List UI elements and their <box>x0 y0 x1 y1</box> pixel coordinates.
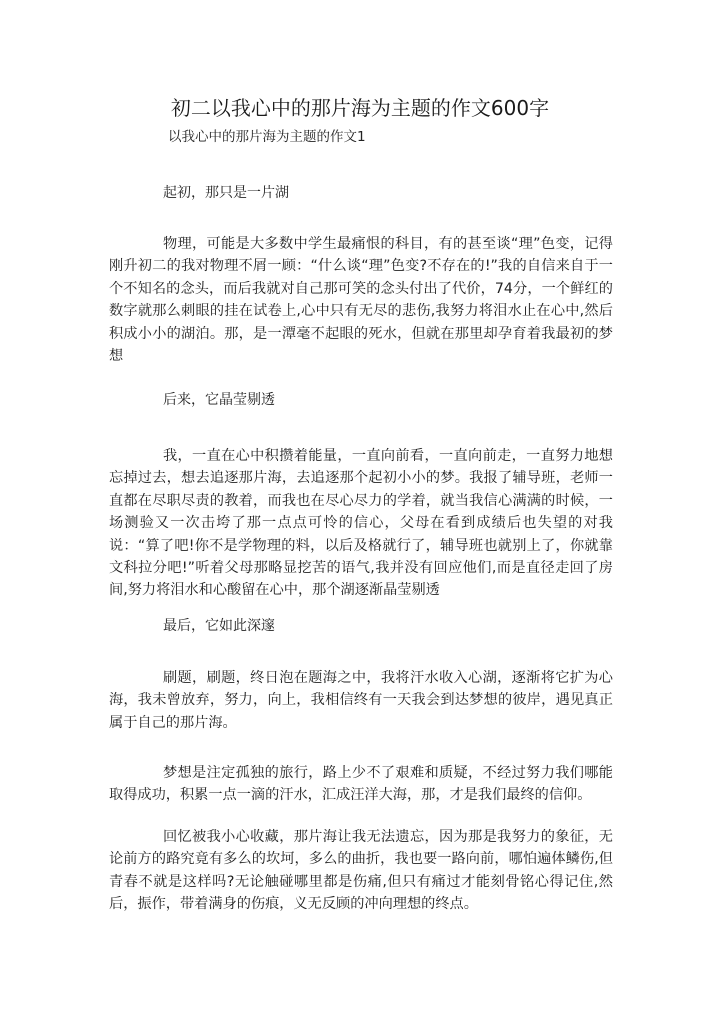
section-heading: 后来，它晶莹剔透 <box>163 392 275 408</box>
section-heading: 起初，那只是一片湖 <box>163 185 289 201</box>
section-heading: 最后，它如此深邃 <box>163 618 275 634</box>
paragraph: 梦想是注定孤独的旅行，路上少不了艰难和质疑，不经过努力我们哪能取得成功，积累一点一滴的汗水，汇成汪洋大海，那，才是我们最终的信仰。 <box>109 765 613 804</box>
document-title: 初二以我心中的那片海为主题的作文600字 <box>170 96 550 120</box>
paragraph: 回忆被我小心收藏，那片海让我无法遗忘，因为那是我努力的象征，无论前方的路究竟有多么的坎坷，多么的曲折，我也要一路向前，哪怕遍体鳞伤,但青春不就是这样吗?无论触碰哪里都是伤痛,但只有痛过才能刻骨铭心得记住,然后，振作，带着满身的伤痕，义无反顾的冲向理想的终点。 <box>109 829 613 913</box>
paragraph: 刷题，刷题，终日泡在题海之中，我将汗水收入心湖，逐渐将它扩为心海，我未曾放弃，努力，向上，我相信终有一天我会到达梦想的彼岸，遇见真正属于自己的那片海。 <box>109 670 613 731</box>
document-subtitle: 以我心中的那片海为主题的作文1 <box>168 129 366 145</box>
paragraph: 物理，可能是大多数中学生最痛恨的科目，有的甚至谈“理”色变，记得刚升初二的我对物理不屑一顾：“什么谈“理”色变?不存在的!”我的自信来自于一个不知名的念头，而后我就对自己那可笑的念头付出了代价，74分，一个鲜红的数字就那么刺眼的挂在试卷上,心中只有无尽的悲伤,我努力将泪水止在心中,然后积成小小的湖泊。那，是一潭毫不起眼的死水，但就在那里却孕育着我最初的梦想 <box>109 236 613 365</box>
paragraph: 我，一直在心中积攒着能量，一直向前看，一直向前走，一直努力地想忘掉过去，想去追逐那片海，去追逐那个起初小小的梦。我报了辅导班，老师一直都在尽职尽责的教着，而我也在尽心尽力的学着，就当我信心满满的时候，一场测验又一次击垮了那一点点可怜的信心，父母在看到成绩后也失望的对我说：“算了吧!你不是学物理的料，以后及格就行了，辅导班也就别上了，你就靠文科拉分吧!”听着父母那略显挖苦的语气,我并没有回应他们,而是直径走回了房间,努力将泪水和心酸留在心中，那个湖逐渐晶莹剔透 <box>109 448 613 599</box>
